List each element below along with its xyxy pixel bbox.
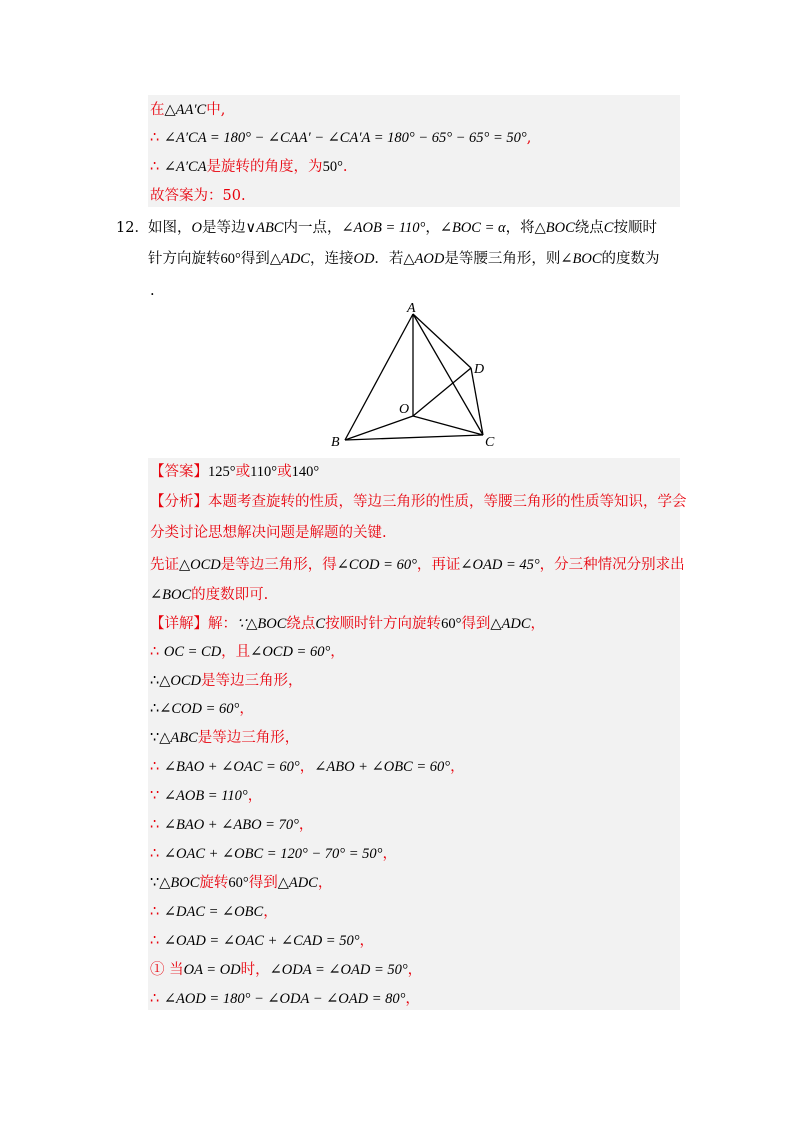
detail-line-13: ① 当OA = OD时，∠ODA = ∠OAD = 50°， xyxy=(150,962,423,978)
detail-line-10: ∵△BOC旋转60°得到△ADC， xyxy=(150,875,333,891)
question-line-3: . xyxy=(150,283,155,299)
detail-line-12: ∴ ∠OAD = ∠OAC + ∠CAD = 50°， xyxy=(150,933,374,949)
label-A: A xyxy=(407,301,416,316)
analysis-line-4: ∠BOC的度数即可. xyxy=(150,587,269,603)
segment-OB xyxy=(345,416,413,440)
analysis-line-1: 【分析】本题考查旋转的性质，等边三角形的性质，等腰三角形的性质等知识，学会 xyxy=(150,494,687,510)
analysis-tag: 【分析】 xyxy=(150,494,208,510)
detail-line-14: ∴ ∠AOD = 180° − ∠ODA − ∠OAD = 80°， xyxy=(150,991,420,1007)
detail-line-2: ∴ OC = CD，且∠OCD = 60°， xyxy=(150,644,345,660)
label-D: D xyxy=(474,362,485,377)
label-B: B xyxy=(331,435,340,450)
question-number: 12． xyxy=(116,220,149,236)
analysis-line-3: 先证△OCD是等边三角形，得∠COD = 60°，再证∠OAD = 45°，分三种情况分别求出 xyxy=(150,557,685,573)
analysis-line-2: 分类讨论思想解决问题是解题的关键. xyxy=(150,525,387,541)
detail-line-5: ∵△ABC是等边三角形， xyxy=(150,730,300,746)
prev-line-3: ∴ ∠A′CA是旋转的角度，为50°. xyxy=(150,159,348,175)
label-C: C xyxy=(485,435,495,450)
detail-tag: 【详解】 xyxy=(150,616,208,632)
prev-line-1: 在△AA′C中, xyxy=(150,102,226,118)
detail-line-8: ∴ ∠BAO + ∠ABO = 70°， xyxy=(150,817,314,833)
segment-BC xyxy=(345,435,483,440)
segment-OD xyxy=(413,368,471,416)
detail-line-11: ∴ ∠DAC = ∠OBC， xyxy=(150,904,278,920)
detail-line-9: ∴ ∠OAC + ∠OBC = 120° − 70° = 50°， xyxy=(150,846,397,862)
detail-line-3: ∴△OCD是等边三角形， xyxy=(150,673,303,689)
label-O: O xyxy=(399,402,410,417)
segment-OC xyxy=(413,416,483,435)
question-line-1: 如图，O是等边∨ABC内一点，∠AOB = 110°，∠BOC = α，将△BOC绕点C按顺时 xyxy=(148,220,657,236)
geometry-figure xyxy=(325,300,505,450)
prev-line-2: ∴ ∠A′CA = 180° − ∠CAA′ − ∠CA′A = 180° − 65° − 65° = 50°, xyxy=(150,130,532,146)
segment-AD xyxy=(413,314,471,368)
question-line-2: 针方向旋转60°得到△ADC，连接OD．若△AOD是等腰三角形，则∠BOC的度数为 xyxy=(148,251,660,267)
detail-line-4: ∴∠COD = 60°， xyxy=(150,701,254,717)
detail-line-6: ∴ ∠BAO + ∠OAC = 60°，∠ABO + ∠OBC = 60°， xyxy=(150,759,465,775)
detail-line-7: ∵ ∠AOB = 110°， xyxy=(150,788,263,804)
prev-line-4: 故答案为：50. xyxy=(150,188,246,204)
answer-tag: 【答案】 xyxy=(150,464,208,480)
answer-line: 【答案】125°或110°或140° xyxy=(150,464,320,480)
detail-line-1: 【详解】解：∵△BOC绕点C按顺时针方向旋转60°得到△ADC， xyxy=(150,616,546,632)
segment-AB xyxy=(345,314,413,440)
